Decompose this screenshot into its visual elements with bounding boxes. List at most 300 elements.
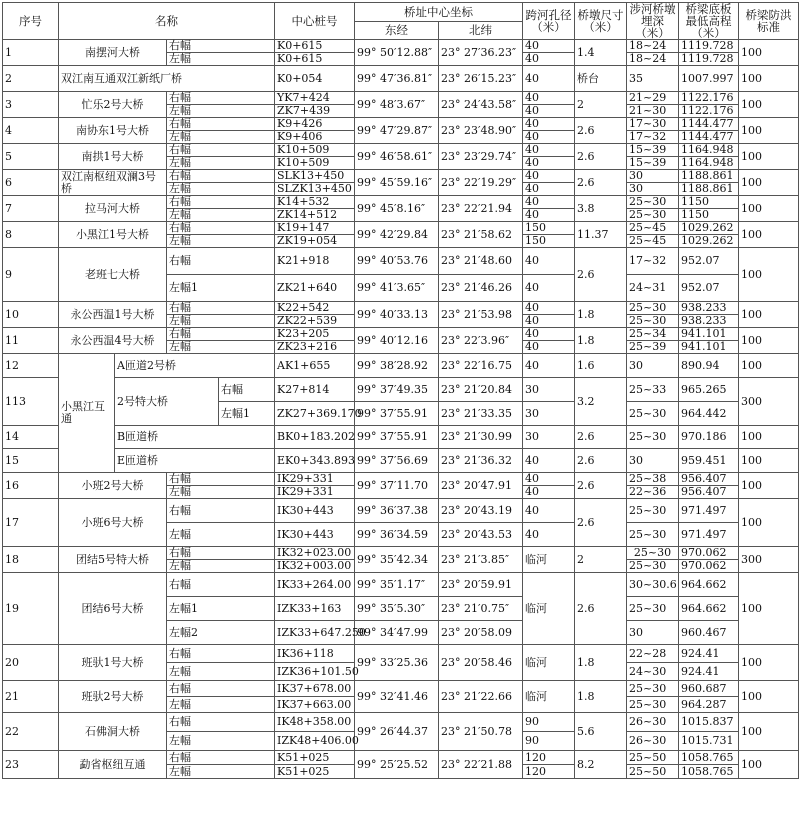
side: 右幅 bbox=[167, 40, 275, 53]
elev: 959.451 bbox=[679, 449, 739, 473]
group-name: 小黑江互通 bbox=[59, 354, 115, 473]
flood: 100 bbox=[739, 426, 799, 449]
side: 左幅 bbox=[167, 235, 275, 248]
station: K10+509 bbox=[275, 144, 355, 157]
row-no: 10 bbox=[3, 302, 59, 328]
pier: 2 bbox=[575, 547, 627, 573]
flood: 100 bbox=[739, 40, 799, 66]
pier: 1.4 bbox=[575, 40, 627, 66]
side: 左幅 bbox=[167, 523, 275, 547]
row-no: 3 bbox=[3, 92, 59, 118]
span: 临河 bbox=[523, 645, 575, 681]
side: 右幅 bbox=[219, 378, 275, 402]
east: 99° 25′25.52 bbox=[355, 751, 439, 779]
flood: 100 bbox=[739, 92, 799, 118]
elev: 1029.262 bbox=[679, 235, 739, 248]
depth: 35 bbox=[627, 66, 679, 92]
depth: 25~38 bbox=[627, 473, 679, 486]
station: K23+205 bbox=[275, 328, 355, 341]
row-no: 11 bbox=[3, 328, 59, 354]
station: BK0+183.202 bbox=[275, 426, 355, 449]
row-no: 5 bbox=[3, 144, 59, 170]
span: 40 bbox=[523, 328, 575, 341]
span: 40 bbox=[523, 275, 575, 302]
side: 右幅 bbox=[167, 751, 275, 765]
station: IK33+264.00 bbox=[275, 573, 355, 597]
station: K19+147 bbox=[275, 222, 355, 235]
row-no: 23 bbox=[3, 751, 59, 779]
elev: 938.233 bbox=[679, 315, 739, 328]
pier: 2.6 bbox=[575, 118, 627, 144]
flood: 100 bbox=[739, 118, 799, 144]
station: AK1+655 bbox=[275, 354, 355, 378]
side: 左幅 bbox=[167, 183, 275, 196]
east: 99° 46′58.61″ bbox=[355, 144, 439, 170]
elev: 941.101 bbox=[679, 328, 739, 341]
pier: 3.8 bbox=[575, 196, 627, 222]
station: YK7+424 bbox=[275, 92, 355, 105]
side: 左幅 bbox=[167, 341, 275, 354]
side: 右幅 bbox=[167, 573, 275, 597]
span: 40 bbox=[523, 92, 575, 105]
east: 99° 48′3.67″ bbox=[355, 92, 439, 118]
bridge-name: 永公西温1号大桥 bbox=[59, 302, 167, 328]
station: K0+615 bbox=[275, 53, 355, 66]
north: 23° 21′58.62 bbox=[439, 222, 523, 248]
flood: 100 bbox=[739, 196, 799, 222]
elev: 924.41 bbox=[679, 663, 739, 681]
flood: 100 bbox=[739, 645, 799, 681]
bridge-name: 小班6号大桥 bbox=[59, 499, 167, 547]
span: 150 bbox=[523, 222, 575, 235]
side: 右幅 bbox=[167, 547, 275, 560]
depth: 25~30 bbox=[627, 681, 679, 697]
depth: 21~30 bbox=[627, 105, 679, 118]
depth: 18~24 bbox=[627, 40, 679, 53]
row-no: 22 bbox=[3, 713, 59, 751]
station: ZK22+539 bbox=[275, 315, 355, 328]
pier: 2.6 bbox=[575, 248, 627, 302]
station: SLZK13+450 bbox=[275, 183, 355, 196]
header-span: 跨河孔径（米） bbox=[523, 3, 575, 40]
east: 99° 38′28.92 bbox=[355, 354, 439, 378]
depth: 24~31 bbox=[627, 275, 679, 302]
station: K27+814 bbox=[275, 378, 355, 402]
bridge-name: 双江南互通双江新纸厂桥 bbox=[59, 66, 275, 92]
depth: 18~24 bbox=[627, 53, 679, 66]
north: 23° 21′20.84 bbox=[439, 378, 523, 402]
east: 99° 32′41.46 bbox=[355, 681, 439, 713]
pier: 1.8 bbox=[575, 681, 627, 713]
bridge-table bbox=[2, 2, 799, 779]
depth: 30 bbox=[627, 621, 679, 645]
north: 23° 24′43.58″ bbox=[439, 92, 523, 118]
row-no: 2 bbox=[3, 66, 59, 92]
span: 30 bbox=[523, 378, 575, 402]
row-no: 14 bbox=[3, 426, 59, 449]
elev: 1188.861 bbox=[679, 170, 739, 183]
depth: 22~28 bbox=[627, 645, 679, 663]
span: 120 bbox=[523, 751, 575, 765]
span: 40 bbox=[523, 157, 575, 170]
span: 30 bbox=[523, 426, 575, 449]
elev: 1144.477 bbox=[679, 131, 739, 144]
row-no: 8 bbox=[3, 222, 59, 248]
elev: 1029.262 bbox=[679, 222, 739, 235]
span: 临河 bbox=[523, 681, 575, 713]
elev: 1150 bbox=[679, 209, 739, 222]
elev: 1015.731 bbox=[679, 732, 739, 751]
east: 99° 37′49.35 bbox=[355, 378, 439, 402]
side: 左幅 bbox=[167, 732, 275, 751]
pier: 8.2 bbox=[575, 751, 627, 779]
station: IZK36+101.50 bbox=[275, 663, 355, 681]
north: 23° 21′22.66 bbox=[439, 681, 523, 713]
east: 99° 40′53.76 bbox=[355, 248, 439, 275]
east: 99° 36′34.59 bbox=[355, 523, 439, 547]
station: IK32+003.00 bbox=[275, 560, 355, 573]
north: 23° 20′58.46 bbox=[439, 645, 523, 681]
flood: 100 bbox=[739, 328, 799, 354]
depth: 15~39 bbox=[627, 144, 679, 157]
side: 左幅1 bbox=[167, 275, 275, 302]
north: 23° 20′47.91 bbox=[439, 473, 523, 499]
side: 左幅 bbox=[167, 53, 275, 66]
north: 23° 22′3.96″ bbox=[439, 328, 523, 354]
side: 右幅 bbox=[167, 302, 275, 315]
flood: 100 bbox=[739, 144, 799, 170]
station: K0+054 bbox=[275, 66, 355, 92]
bridge-name: 南摆河大桥 bbox=[59, 40, 167, 66]
depth: 30 bbox=[627, 449, 679, 473]
elev: 970.186 bbox=[679, 426, 739, 449]
elev: 1164.948 bbox=[679, 157, 739, 170]
station: K9+426 bbox=[275, 118, 355, 131]
header-depth: 涉河桥墩埋深（米） bbox=[627, 3, 679, 40]
bridge-name: B匝道桥 bbox=[115, 426, 275, 449]
depth: 30 bbox=[627, 183, 679, 196]
pier: 2 bbox=[575, 92, 627, 118]
elev: 1058.765 bbox=[679, 751, 739, 765]
bridge-name: 南拱1号大桥 bbox=[59, 144, 167, 170]
span: 40 bbox=[523, 66, 575, 92]
side: 左幅2 bbox=[167, 621, 275, 645]
elev: 1015.837 bbox=[679, 713, 739, 732]
flood: 100 bbox=[739, 473, 799, 499]
elev: 964.442 bbox=[679, 402, 739, 426]
row-no: 19 bbox=[3, 573, 59, 645]
elev: 964.662 bbox=[679, 597, 739, 621]
bridge-name: 石佛洞大桥 bbox=[59, 713, 167, 751]
north: 23° 20′43.19 bbox=[439, 499, 523, 523]
pier: 2.6 bbox=[575, 144, 627, 170]
side: 右幅 bbox=[167, 499, 275, 523]
depth: 25~30 bbox=[627, 209, 679, 222]
station: IK30+443 bbox=[275, 523, 355, 547]
elev: 952.07 bbox=[679, 275, 739, 302]
pier: 1.8 bbox=[575, 328, 627, 354]
depth: 25~30 bbox=[627, 523, 679, 547]
pier: 3.2 bbox=[575, 378, 627, 426]
side: 左幅 bbox=[167, 765, 275, 779]
station: IK37+678.00 bbox=[275, 681, 355, 697]
depth: 25~30 bbox=[627, 426, 679, 449]
side: 左幅 bbox=[167, 697, 275, 713]
side: 右幅 bbox=[167, 92, 275, 105]
side: 右幅 bbox=[167, 645, 275, 663]
header-north: 北纬 bbox=[439, 21, 523, 40]
north: 23° 21′48.60 bbox=[439, 248, 523, 275]
depth: 25~39 bbox=[627, 341, 679, 354]
north: 23° 20′43.53 bbox=[439, 523, 523, 547]
row-no: 1 bbox=[3, 40, 59, 66]
row-no: 12 bbox=[3, 354, 59, 378]
elev: 924.41 bbox=[679, 645, 739, 663]
flood: 100 bbox=[739, 681, 799, 713]
depth: 17~30 bbox=[627, 118, 679, 131]
station: ZK21+640 bbox=[275, 275, 355, 302]
depth: 22~36 bbox=[627, 486, 679, 499]
station: IK29+331 bbox=[275, 473, 355, 486]
side: 左幅 bbox=[167, 209, 275, 222]
station: K51+025 bbox=[275, 765, 355, 779]
east: 99° 37′55.91 bbox=[355, 402, 439, 426]
north: 23° 22′21.94 bbox=[439, 196, 523, 222]
north: 23° 27′36.23″ bbox=[439, 40, 523, 66]
side: 右幅 bbox=[167, 248, 275, 275]
side: 左幅 bbox=[167, 315, 275, 328]
side: 右幅 bbox=[167, 118, 275, 131]
elev: 964.287 bbox=[679, 697, 739, 713]
row-no: 20 bbox=[3, 645, 59, 681]
flood: 100 bbox=[739, 573, 799, 645]
bridge-name: 双江南枢纽双澜3号桥 bbox=[59, 170, 167, 196]
elev: 965.265 bbox=[679, 378, 739, 402]
north: 23° 21′30.99 bbox=[439, 426, 523, 449]
flood: 100 bbox=[739, 302, 799, 328]
station: K14+532 bbox=[275, 196, 355, 209]
depth: 25~30 bbox=[627, 315, 679, 328]
row-no: 21 bbox=[3, 681, 59, 713]
east: 99° 35′5.30″ bbox=[355, 597, 439, 621]
bridge-name: 永公西温4号大桥 bbox=[59, 328, 167, 354]
header-station: 中心桩号 bbox=[275, 3, 355, 40]
elev: 1164.948 bbox=[679, 144, 739, 157]
elev: 1150 bbox=[679, 196, 739, 209]
side: 右幅 bbox=[167, 681, 275, 697]
span: 40 bbox=[523, 183, 575, 196]
side: 左幅 bbox=[167, 105, 275, 118]
pier: 2.6 bbox=[575, 573, 627, 645]
pier: 11.37 bbox=[575, 222, 627, 248]
span: 150 bbox=[523, 235, 575, 248]
east: 99° 35′1.17″ bbox=[355, 573, 439, 597]
bridge-name: 老班七大桥 bbox=[59, 248, 167, 302]
elev: 1058.765 bbox=[679, 765, 739, 779]
elev: 1122.176 bbox=[679, 105, 739, 118]
row-no: 7 bbox=[3, 196, 59, 222]
station: ZK27+369.170 bbox=[275, 402, 355, 426]
depth: 17~32 bbox=[627, 248, 679, 275]
pier: 2.6 bbox=[575, 499, 627, 547]
pier: 1.8 bbox=[575, 302, 627, 328]
span: 40 bbox=[523, 486, 575, 499]
elev: 1188.861 bbox=[679, 183, 739, 196]
depth: 25~45 bbox=[627, 222, 679, 235]
north: 23° 21′46.26 bbox=[439, 275, 523, 302]
depth: 30 bbox=[627, 170, 679, 183]
depth: 25~30 bbox=[627, 697, 679, 713]
east: 99° 35′42.34 bbox=[355, 547, 439, 573]
east: 99° 45′59.16″ bbox=[355, 170, 439, 196]
north: 23° 21′33.35 bbox=[439, 402, 523, 426]
bridge-name: 班驮1号大桥 bbox=[59, 645, 167, 681]
header-name: 名称 bbox=[59, 3, 275, 40]
depth: 25~30 bbox=[627, 302, 679, 315]
east: 99° 36′37.38 bbox=[355, 499, 439, 523]
depth: 25~30 bbox=[627, 196, 679, 209]
depth: 25~45 bbox=[627, 235, 679, 248]
row-no: 6 bbox=[3, 170, 59, 196]
span: 40 bbox=[523, 131, 575, 144]
station: EK0+343.893 bbox=[275, 449, 355, 473]
depth: 25~30 bbox=[627, 560, 679, 573]
span: 40 bbox=[523, 315, 575, 328]
span: 40 bbox=[523, 341, 575, 354]
depth: 30 bbox=[627, 354, 679, 378]
bridge-name: 2号特大桥 bbox=[115, 378, 219, 426]
span: 40 bbox=[523, 144, 575, 157]
span: 临河 bbox=[523, 547, 575, 573]
flood: 100 bbox=[739, 751, 799, 779]
span: 40 bbox=[523, 523, 575, 547]
north: 23° 20′59.91 bbox=[439, 573, 523, 597]
elev: 890.94 bbox=[679, 354, 739, 378]
depth: 25~30 bbox=[627, 597, 679, 621]
side: 左幅 bbox=[167, 663, 275, 681]
station: IK32+023.00 bbox=[275, 547, 355, 560]
flood: 300 bbox=[739, 378, 799, 426]
depth: 25~30 bbox=[627, 499, 679, 523]
east: 99° 47′36.81″ bbox=[355, 66, 439, 92]
flood: 100 bbox=[739, 66, 799, 92]
north: 23° 26′15.23″ bbox=[439, 66, 523, 92]
span: 40 bbox=[523, 354, 575, 378]
station: IK48+358.00 bbox=[275, 713, 355, 732]
side: 左幅1 bbox=[219, 402, 275, 426]
station: IK37+663.00 bbox=[275, 697, 355, 713]
flood: 100 bbox=[739, 248, 799, 302]
bridge-name: 忙乐2号大桥 bbox=[59, 92, 167, 118]
flood: 100 bbox=[739, 170, 799, 196]
flood: 100 bbox=[739, 449, 799, 473]
bridge-name: 拉马河大桥 bbox=[59, 196, 167, 222]
pier: 1.8 bbox=[575, 645, 627, 681]
side: 左幅1 bbox=[167, 597, 275, 621]
bridge-name: 团结5号特大桥 bbox=[59, 547, 167, 573]
header-pier: 桥墩尺寸（米） bbox=[575, 3, 627, 40]
east: 99° 41′3.65″ bbox=[355, 275, 439, 302]
north: 23° 20′58.09 bbox=[439, 621, 523, 645]
east: 99° 26′44.37 bbox=[355, 713, 439, 751]
header-coord: 桥址中心坐标 bbox=[355, 3, 523, 22]
row-no: 17 bbox=[3, 499, 59, 547]
elev: 956.407 bbox=[679, 486, 739, 499]
station: IZK33+163 bbox=[275, 597, 355, 621]
station: K21+918 bbox=[275, 248, 355, 275]
side: 左幅 bbox=[167, 131, 275, 144]
bridge-name: E匝道桥 bbox=[115, 449, 275, 473]
station: K9+406 bbox=[275, 131, 355, 144]
flood: 300 bbox=[739, 547, 799, 573]
station: ZK7+439 bbox=[275, 105, 355, 118]
elev: 960.687 bbox=[679, 681, 739, 697]
row-no: 18 bbox=[3, 547, 59, 573]
elev: 941.101 bbox=[679, 341, 739, 354]
span: 40 bbox=[523, 248, 575, 275]
east: 99° 34′47.99 bbox=[355, 621, 439, 645]
bridge-name: A匝道2号桥 bbox=[115, 354, 275, 378]
elev: 970.062 bbox=[679, 547, 739, 560]
depth: 17~32 bbox=[627, 131, 679, 144]
bridge-name: 南协东1号大桥 bbox=[59, 118, 167, 144]
north: 23° 21′0.75″ bbox=[439, 597, 523, 621]
depth: 25~50 bbox=[627, 765, 679, 779]
span: 40 bbox=[523, 302, 575, 315]
north: 23° 23′48.90″ bbox=[439, 118, 523, 144]
east: 99° 37′11.70 bbox=[355, 473, 439, 499]
flood: 100 bbox=[739, 354, 799, 378]
row-no: 9 bbox=[3, 248, 59, 302]
elev: 1007.997 bbox=[679, 66, 739, 92]
station: K10+509 bbox=[275, 157, 355, 170]
pier: 2.6 bbox=[575, 473, 627, 499]
bridge-name: 小班2号大桥 bbox=[59, 473, 167, 499]
station: SLK13+450 bbox=[275, 170, 355, 183]
row-no: 15 bbox=[3, 449, 59, 473]
pier: 2.6 bbox=[575, 170, 627, 196]
span: 40 bbox=[523, 118, 575, 131]
elev: 1119.728 bbox=[679, 40, 739, 53]
span: 临河 bbox=[523, 573, 575, 645]
north: 23° 22′21.88 bbox=[439, 751, 523, 779]
east: 99° 42′29.84 bbox=[355, 222, 439, 248]
station: IZK48+406.00 bbox=[275, 732, 355, 751]
north: 23° 22′19.29″ bbox=[439, 170, 523, 196]
span: 30 bbox=[523, 402, 575, 426]
side: 右幅 bbox=[167, 196, 275, 209]
station: ZK23+216 bbox=[275, 341, 355, 354]
east: 99° 37′56.69 bbox=[355, 449, 439, 473]
north: 23° 21′53.98 bbox=[439, 302, 523, 328]
header-no: 序号 bbox=[3, 3, 59, 40]
pier: 1.6 bbox=[575, 354, 627, 378]
row-no: 4 bbox=[3, 118, 59, 144]
flood: 100 bbox=[739, 222, 799, 248]
elev: 1119.728 bbox=[679, 53, 739, 66]
side: 左幅 bbox=[167, 560, 275, 573]
span: 40 bbox=[523, 449, 575, 473]
span: 90 bbox=[523, 713, 575, 732]
north: 23° 21′36.32 bbox=[439, 449, 523, 473]
side: 右幅 bbox=[167, 170, 275, 183]
east: 99° 50′12.88″ bbox=[355, 40, 439, 66]
side: 左幅 bbox=[167, 157, 275, 170]
station: IK29+331 bbox=[275, 486, 355, 499]
bridge-name: 班驮2号大桥 bbox=[59, 681, 167, 713]
pier: 5.6 bbox=[575, 713, 627, 751]
pier: 2.6 bbox=[575, 449, 627, 473]
